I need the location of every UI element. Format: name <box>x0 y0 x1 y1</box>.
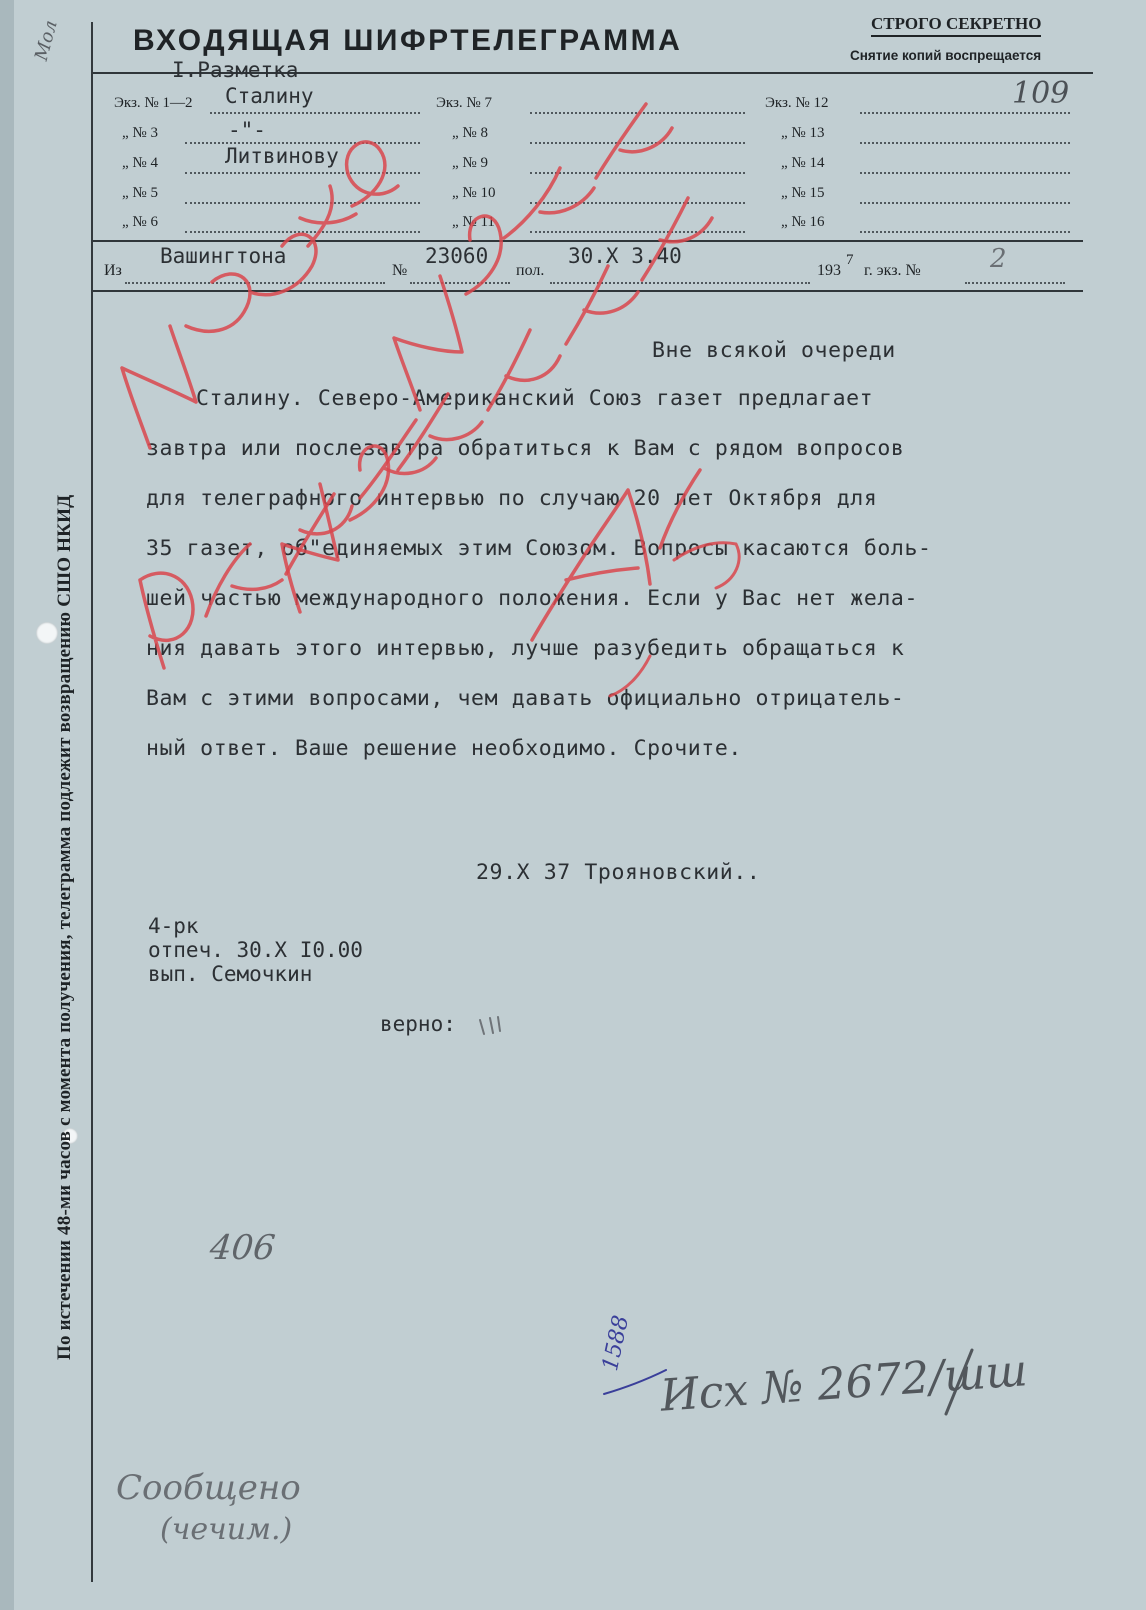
from-city: Вашингтона <box>160 244 287 268</box>
copy-label: „ № 16 <box>781 214 825 230</box>
copy-label: „ № 10 <box>452 185 496 201</box>
secrecy-stamp: СТРОГО СЕКРЕТНО <box>871 14 1041 37</box>
copy-label: Экз. № 7 <box>436 95 492 111</box>
received-time: 30.X 3.40 <box>568 244 682 268</box>
reported-note: Сообщено <box>116 1468 301 1508</box>
page-number: 109 <box>1012 76 1070 111</box>
message-line: завтра или послезавтра обратиться к Вам с рядом вопросов <box>146 436 905 461</box>
executor: вып. Семочкин <box>148 962 313 986</box>
copy-label: „ № 11 <box>452 214 495 230</box>
corner-note: Мол <box>30 18 62 63</box>
copy-label: „ № 15 <box>781 185 825 201</box>
copy-label: „ № 9 <box>452 155 488 171</box>
underline-mark <box>604 1370 666 1394</box>
copy-label: „ № 4 <box>122 155 158 171</box>
sender-signature: 29.X 37 Трояновский.. <box>476 860 761 885</box>
copy-number: 2 <box>990 244 1007 274</box>
copy-label: Экз. № 1—2 <box>114 95 193 111</box>
copy-number-label: г. экз. № <box>864 262 921 279</box>
no-copy-note: Снятие копий воспрещается <box>850 48 1042 63</box>
priority-note: Вне всякой очереди <box>652 338 896 363</box>
message-line: ния давать этого интервью, лучше разубедить обращаться к <box>146 636 905 661</box>
copy-label: „ № 6 <box>122 214 158 230</box>
copy-label: „ № 8 <box>452 125 488 141</box>
recipient: Литвинову <box>225 144 339 168</box>
from-label: Из <box>104 262 122 279</box>
outgoing-number: Исх № 2672/шш <box>658 1345 1029 1422</box>
message-line: шей частью международного положения. Если у Вас нет жела- <box>146 586 919 611</box>
registration-number: 1588 <box>598 1313 635 1374</box>
copy-label: „ № 5 <box>122 185 158 201</box>
red-resolution <box>122 104 739 696</box>
reported-subnote: (чечим.) <box>160 1512 293 1547</box>
received-label: пол. <box>516 262 545 279</box>
distribution-heading: I.Разметка <box>172 58 299 82</box>
verified-label: верно: <box>380 1012 456 1036</box>
copy-label: Экз. № 12 <box>765 95 829 111</box>
pencil-marks <box>480 1017 972 1414</box>
number-label: № <box>392 262 408 279</box>
copy-label: „ № 14 <box>781 155 825 171</box>
message-line: ный ответ. Ваше решение необходимо. Срочите. <box>146 736 742 761</box>
form-title: ВХОДЯЩАЯ ШИФРТЕЛЕГРАММА <box>133 24 683 57</box>
slash-mark <box>946 1350 972 1414</box>
telegram-number: 23060 <box>425 244 489 268</box>
verified-initials <box>480 1017 500 1034</box>
return-notice: По истечении 48-ми часов с момента получения, телеграмма подлежит возвращению СШО НКИД <box>54 494 75 1360</box>
year-digit: 7 <box>846 252 854 268</box>
printed-time: отпеч. 30.X I0.00 <box>148 938 363 962</box>
copy-label: „ № 3 <box>122 125 158 141</box>
copy-label: „ № 13 <box>781 125 825 141</box>
operator-code: 4-рк <box>148 914 199 938</box>
recipient: -"- <box>228 118 266 142</box>
message-line: для телеграфного интервью по случаю 20 лет Октября для <box>146 486 878 511</box>
message-line: Вам с этими вопросами, чем давать официально отрицатель- <box>146 686 905 711</box>
recipient: Сталину <box>225 84 314 108</box>
message-line: 35 газет, об"единяемых этим Союзом. Вопросы касаются боль- <box>146 536 932 561</box>
archive-note: 406 <box>207 1228 278 1268</box>
message-line: Сталину. Северо-Американский Союз газет предлагает <box>196 386 874 411</box>
year-label: 193 <box>817 262 841 279</box>
